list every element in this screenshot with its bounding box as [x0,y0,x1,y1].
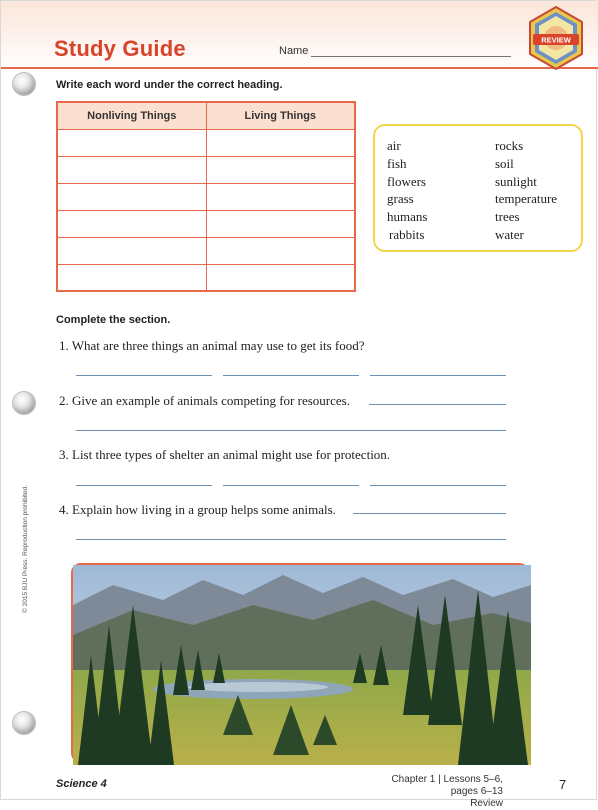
word-bank-column [495,137,557,244]
answer-cell[interactable] [206,264,355,291]
name-field[interactable] [311,56,511,57]
question-3: 3. List three types of shelter an animal might use for protection. [59,447,391,462]
binder-hole [13,73,35,95]
word-bank-item: fish [387,155,407,171]
table-row [57,129,355,156]
answer-line[interactable] [223,375,359,376]
word-bank-item: humans [387,209,428,225]
answer-cell[interactable] [57,129,206,156]
section2-instruction: Complete the section. [56,314,171,326]
answer-line[interactable] [370,485,506,486]
table-header-nonliving: Nonliving Things [57,102,206,129]
mountain-meadow-photo [71,563,529,763]
answer-cell[interactable] [206,156,355,183]
table-row [57,237,355,264]
answer-cell[interactable] [57,210,206,237]
answer-line[interactable] [370,375,506,376]
chapter-reference [373,774,503,810]
review-line: Review [470,798,503,809]
question-2: 2. Give an example of animals competing for resources. [59,393,350,408]
chapter-line: Chapter 1 | Lessons 5–6, pages 6–13 [391,774,503,797]
word-bank-item: grass [387,191,414,207]
page-title: Study Guide [54,36,186,61]
word-bank-item: trees [495,209,520,225]
badge-text: REVIEW [541,35,571,45]
word-bank-item: flowers [387,173,426,189]
answer-line[interactable] [76,430,506,431]
section1-instruction: Write each word under the correct heading. [56,79,283,91]
header-divider [1,67,598,69]
answer-cell[interactable] [206,183,355,210]
word-bank-item: soil [495,155,514,171]
answer-line[interactable] [76,539,506,540]
answer-cell[interactable] [57,156,206,183]
answer-cell[interactable] [206,129,355,156]
word-bank-item: water [495,226,524,242]
answer-cell[interactable] [206,210,355,237]
landscape-illustration [73,565,531,765]
word-bank-column [387,137,427,244]
answer-line[interactable] [369,404,506,405]
word-bank-item: sunlight [495,173,537,189]
word-bank-item: rocks [495,138,524,153]
sort-table [56,101,356,292]
word-bank [373,124,583,252]
table-row [57,183,355,210]
answer-line[interactable] [223,485,359,486]
answer-cell[interactable] [57,183,206,210]
word-bank-item: temperature [495,191,558,207]
review-badge-icon [524,5,588,71]
table-row [57,210,355,237]
answer-cell[interactable] [206,237,355,264]
answer-cell[interactable] [57,264,206,291]
answer-cell[interactable] [57,237,206,264]
binder-hole [13,712,35,734]
name-label: Name [279,45,309,57]
page-number: 7 [559,777,567,792]
course-label: Science 4 [56,778,107,790]
word-bank-item: rabbits [389,226,425,242]
answer-line[interactable] [76,375,212,376]
table-row [57,156,355,183]
binder-hole [13,392,35,414]
question-1: 1. What are three things an animal may use to get its food? [59,338,365,353]
table-row [57,264,355,291]
answer-line[interactable] [76,485,212,486]
question-4: 4. Explain how living in a group helps some animals. [59,502,336,517]
word-bank-item: air [387,138,401,153]
answer-line[interactable] [353,513,506,514]
copyright-notice: © 2015 BJU Press. Reproduction prohibited. [22,485,29,613]
table-header-living: Living Things [206,102,355,129]
